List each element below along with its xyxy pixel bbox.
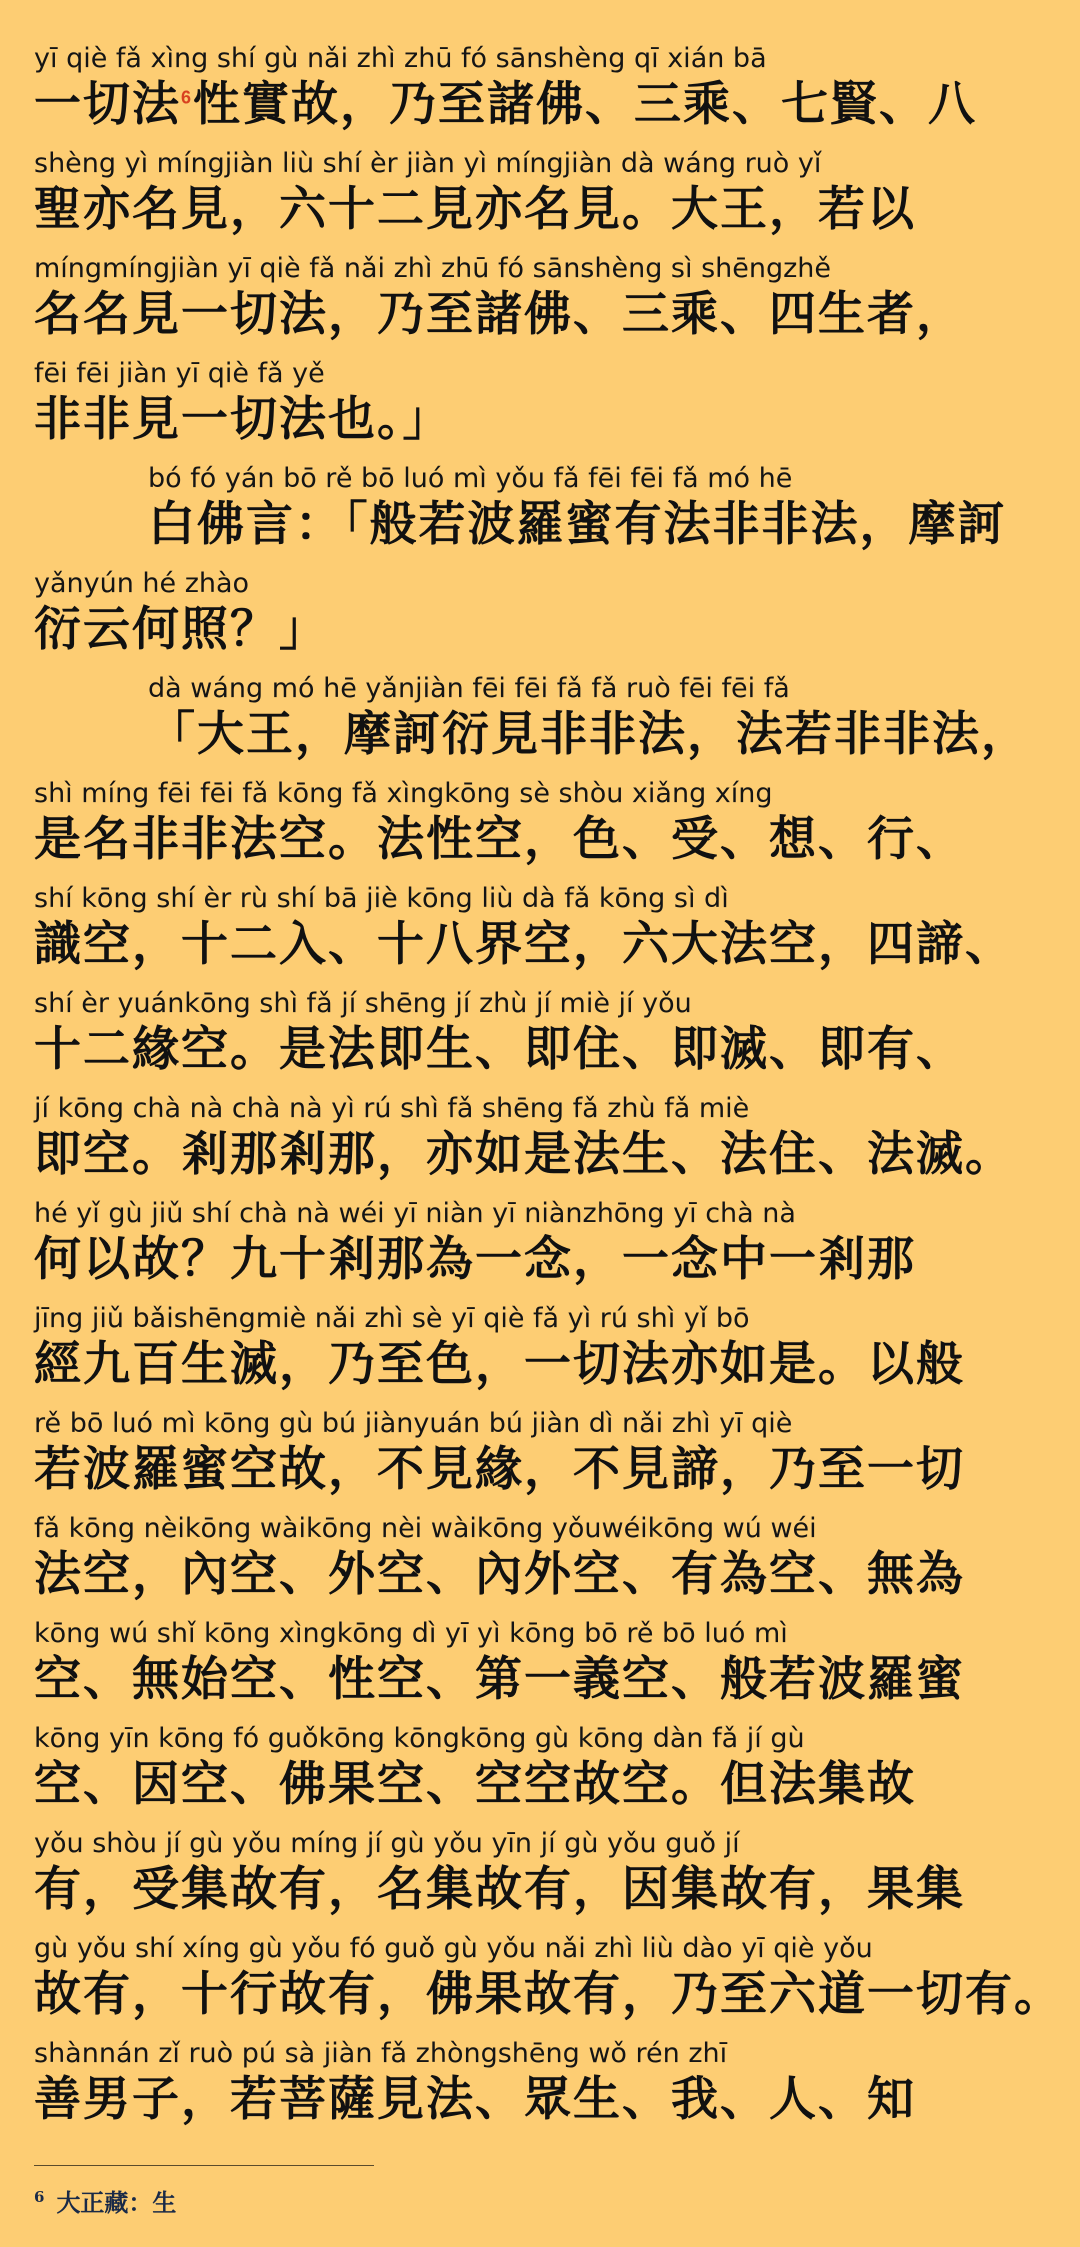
hanzi-line-10: 十二緣空。是法即生、即住、即滅、即有、 xyxy=(34,1022,965,1077)
hanzi-line-8: 是名非非法空。法性空，色、受、想、行、 xyxy=(34,812,965,867)
pinyin-line-14: rě bō luó mì kōng gù bú jiànyuán bú jiàn dì nǎi zhì yī qiè xyxy=(34,1408,793,1439)
pinyin-line-13: jīng jiǔ bǎishēngmiè nǎi zhì sè yī qiè fǎ yì rú shì yǐ bō xyxy=(34,1303,750,1334)
hanzi-line-3: 名名見一切法，乃至諸佛、三乘、四生者， xyxy=(34,287,965,342)
pinyin-line-10: shí èr yuánkōng shì fǎ jí shēng jí zhù jí miè jí yǒu xyxy=(34,988,692,1019)
footnote-divider xyxy=(34,2165,374,2166)
pinyin-line-9: shí kōng shí èr rù shí bā jiè kōng liù dà fǎ kōng sì dì xyxy=(34,883,729,914)
hanzi-line-14: 若波羅蜜空故，不見緣，不見諦，乃至一切 xyxy=(34,1442,965,1497)
hanzi-line-18: 有，受集故有，名集故有，因集故有，果集 xyxy=(34,1862,965,1917)
pinyin-line-18: yǒu shòu jí gù yǒu míng jí gù yǒu yīn jí gù yǒu guǒ jí xyxy=(34,1828,740,1859)
hanzi-line-2: 聖亦名見，六十二見亦名見。大王，若以 xyxy=(34,182,916,237)
pinyin-line-6: yǎnyún hé zhào xyxy=(34,568,250,599)
hanzi-line-13: 經九百生滅，乃至色，一切法亦如是。以般 xyxy=(34,1337,965,1392)
hanzi-line-1-part-a: 一切法 xyxy=(34,77,181,132)
pinyin-line-2: shèng yì míngjiàn liù shí èr jiàn yì míngjiàn dà wáng ruò yǐ xyxy=(34,148,822,179)
hanzi-line-11: 即空。剎那剎那，亦如是法生、法住、法滅。 xyxy=(34,1127,1014,1182)
hanzi-line-16: 空、無始空、性空、第一義空、般若波羅蜜 xyxy=(34,1652,965,1707)
pinyin-line-17: kōng yīn kōng fó guǒkōng kōngkōng gù kōng dàn fǎ jí gù xyxy=(34,1723,805,1754)
pinyin-line-7: dà wáng mó hē yǎnjiàn fēi fēi fǎ fǎ ruò fēi fēi fǎ xyxy=(148,673,790,704)
hanzi-line-1-part-b: 性實故，乃至諸佛、三乘、七賢、八 xyxy=(193,77,978,132)
hanzi-line-12: 何以故？九十剎那為一念，一念中一剎那 xyxy=(34,1232,916,1287)
hanzi-line-20: 善男子，若菩薩見法、眾生、我、人、知 xyxy=(34,2072,916,2127)
hanzi-line-6: 衍云何照？」 xyxy=(34,602,328,657)
hanzi-line-1 xyxy=(34,76,1046,134)
footnote-text: 大正藏：生 xyxy=(56,2188,177,2217)
pinyin-line-15: fǎ kōng nèikōng wàikōng nèi wàikōng yǒuwéikōng wú wéi xyxy=(34,1513,817,1544)
footnote-marker: 6 xyxy=(181,87,194,108)
pinyin-line-4: fēi fēi jiàn yī qiè fǎ yě xyxy=(34,358,325,389)
hanzi-line-7: 「大王，摩訶衍見非非法，法若非非法， xyxy=(148,707,1030,762)
pinyin-line-8: shì míng fēi fēi fǎ kōng fǎ xìngkōng sè shòu xiǎng xíng xyxy=(34,778,773,809)
hanzi-line-17: 空、因空、佛果空、空空故空。但法集故 xyxy=(34,1757,916,1812)
pinyin-line-19: gù yǒu shí xíng gù yǒu fó guǒ gù yǒu nǎi zhì liù dào yī qiè yǒu xyxy=(34,1933,873,1964)
hanzi-line-15: 法空，內空、外空、內外空、有為空、無為 xyxy=(34,1547,965,1602)
hanzi-line-9: 識空，十二入、十八界空，六大法空，四諦、 xyxy=(34,917,1014,972)
pinyin-line-11: jí kōng chà nà chà nà yì rú shì fǎ shēng fǎ zhù fǎ miè xyxy=(34,1093,750,1124)
hanzi-line-4: 非非見一切法也。」 xyxy=(34,392,452,447)
pinyin-line-1: yī qiè fǎ xìng shí gù nǎi zhì zhū fó sānshèng qī xián bā xyxy=(34,43,767,74)
pinyin-line-5: bó fó yán bō rě bō luó mì yǒu fǎ fēi fēi fǎ mó hē xyxy=(148,463,793,494)
pinyin-line-12: hé yǐ gù jiǔ shí chà nà wéi yī niàn yī niànzhōng yī chà nà xyxy=(34,1198,796,1229)
footnote-number: 6 xyxy=(34,2188,45,2206)
pinyin-line-20: shànnán zǐ ruò pú sà jiàn fǎ zhòngshēng wǒ rén zhī xyxy=(34,2038,728,2069)
footnote xyxy=(34,2182,176,2218)
pinyin-line-16: kōng wú shǐ kōng xìngkōng dì yī yì kōng bō rě bō luó mì xyxy=(34,1618,788,1649)
pinyin-line-3: míngmíngjiàn yī qiè fǎ nǎi zhì zhū fó sānshèng sì shēngzhě xyxy=(34,253,832,284)
hanzi-line-19: 故有，十行故有，佛果故有，乃至六道一切有。 xyxy=(34,1967,1063,2022)
hanzi-line-5: 白佛言：「般若波羅蜜有法非非法，摩訶 xyxy=(148,497,1007,552)
